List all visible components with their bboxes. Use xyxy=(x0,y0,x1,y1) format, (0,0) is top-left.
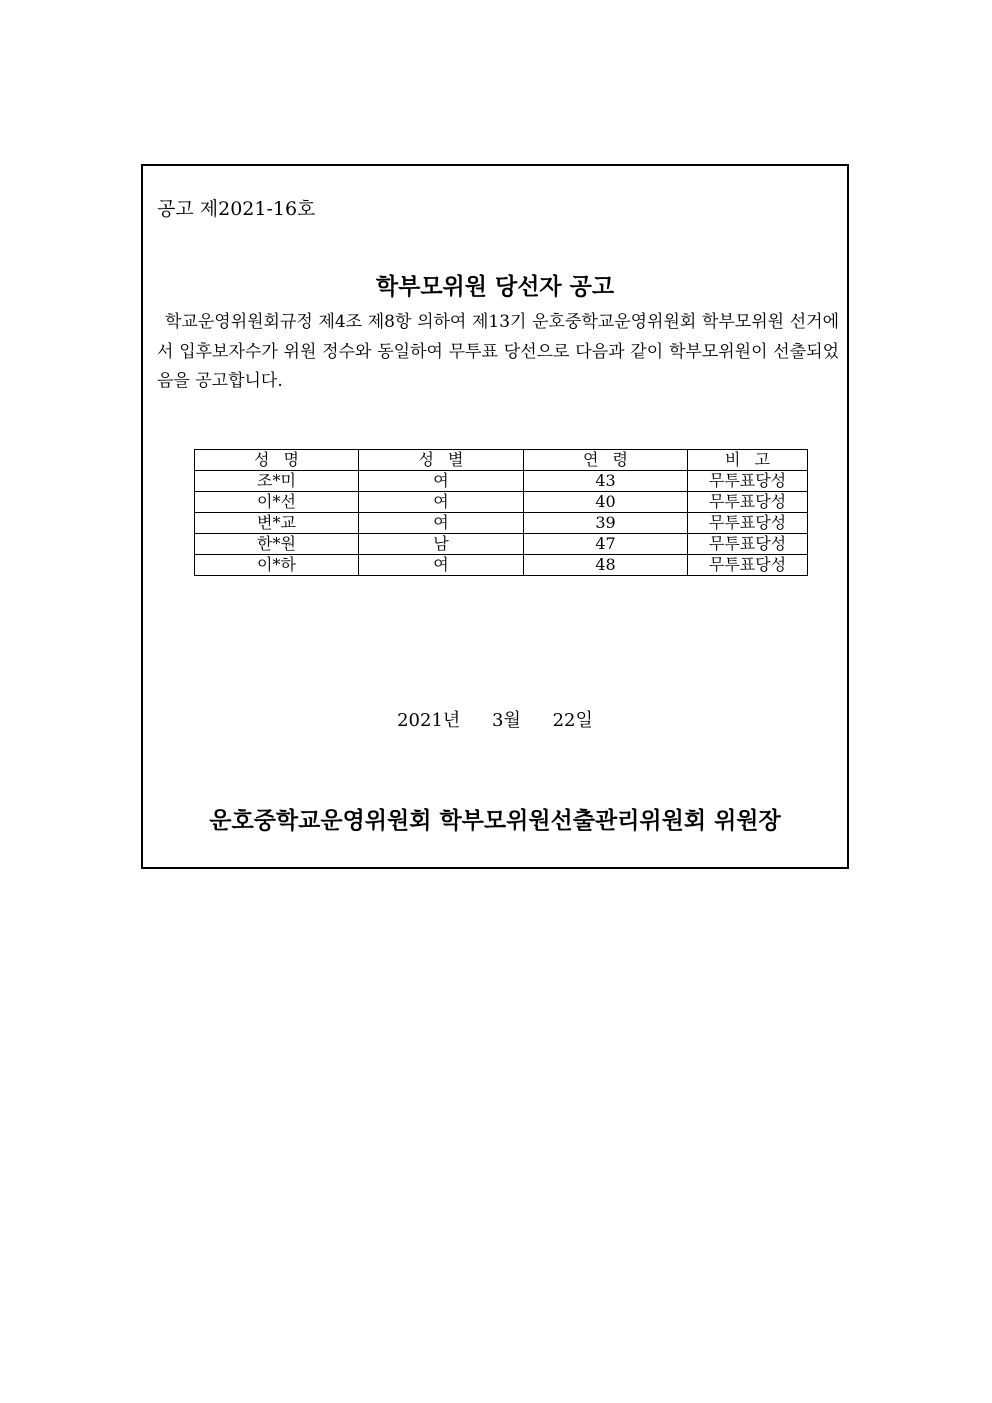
cell-age: 39 xyxy=(524,513,688,534)
cell-age: 43 xyxy=(524,471,688,492)
cell-gender: 남 xyxy=(359,534,524,555)
cell-remarks: 무투표당성 xyxy=(688,534,808,555)
cell-name: 조*미 xyxy=(195,471,359,492)
header-age: 연령 xyxy=(524,450,688,471)
notice-title: 학부모위원 당선자 공고 xyxy=(375,273,615,300)
cell-name: 한*원 xyxy=(195,534,359,555)
table-row xyxy=(195,513,808,534)
cell-gender: 여 xyxy=(359,471,524,492)
cell-name: 변*교 xyxy=(195,513,359,534)
date-month: 3월 xyxy=(492,710,521,731)
header-remarks: 비고 xyxy=(688,450,808,471)
cell-remarks: 무투표당성 xyxy=(688,471,808,492)
cell-gender: 여 xyxy=(359,555,524,576)
cell-name: 이*선 xyxy=(195,492,359,513)
table-row xyxy=(195,555,808,576)
cell-remarks: 무투표당성 xyxy=(688,513,808,534)
notice-number: 공고 제2021-16호 xyxy=(157,198,316,220)
date-day: 22일 xyxy=(552,710,593,731)
notice-body: 학교운영위원회규정 제4조 제8항 의하여 제13기 운호중학교운영위원회 학부모위원 선거에서 입후보자수가 위원 정수와 동일하여 무투표 당선으로 다음과 같이 학부모위원이 선출되었음을 공고합니다. xyxy=(157,312,839,391)
cell-gender: 여 xyxy=(359,492,524,513)
cell-gender: 여 xyxy=(359,513,524,534)
notice-box xyxy=(141,164,849,869)
results-table xyxy=(194,449,808,576)
header-gender: 성별 xyxy=(359,450,524,471)
notice-date xyxy=(143,706,847,732)
cell-remarks: 무투표당성 xyxy=(688,555,808,576)
table-row xyxy=(195,471,808,492)
cell-age: 40 xyxy=(524,492,688,513)
table-row xyxy=(195,492,808,513)
table-row xyxy=(195,534,808,555)
cell-name: 이*하 xyxy=(195,555,359,576)
date-year: 2021년 xyxy=(397,710,461,731)
cell-remarks: 무투표당성 xyxy=(688,492,808,513)
table-header-row xyxy=(195,450,808,471)
header-name: 성명 xyxy=(195,450,359,471)
cell-age: 47 xyxy=(524,534,688,555)
cell-age: 48 xyxy=(524,555,688,576)
notice-signature: 운호중학교운영위원회 학부모위원선출관리위원회 위원장 xyxy=(209,807,781,834)
